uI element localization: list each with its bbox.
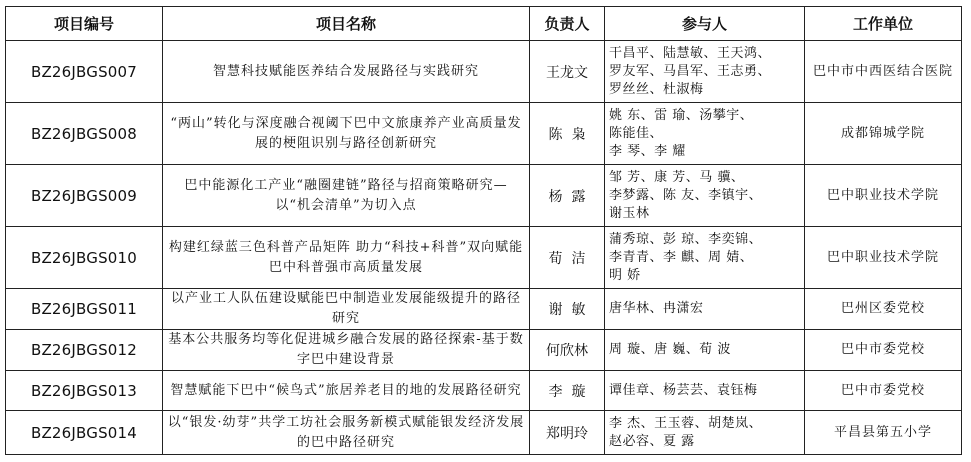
header-unit: 工作单位 — [805, 7, 962, 41]
leader-cell: 何欣林 — [530, 330, 605, 371]
project-name-cell: 基本公共服务均等化促进城乡融合发展的路径探索-基于数字巴中建设背景 — [163, 330, 530, 371]
unit-cell: 巴中市委党校 — [805, 330, 962, 371]
unit-cell: 巴州区委党校 — [805, 289, 962, 330]
table-row — [6, 227, 962, 289]
table-row — [6, 411, 962, 455]
leader-cell: 杨 露 — [530, 165, 605, 227]
unit-cell: 平昌县第五小学 — [805, 411, 962, 455]
project-name-cell: 构建红绿蓝三色科普产品矩阵 助力“科技+科普”双向赋能巴中科普强市高质量发展 — [163, 227, 530, 289]
members-cell: 干昌平、陆慧敏、王天鸿、 罗友军、马昌军、王志勇、 罗丝丝、杜淑梅 — [605, 41, 805, 103]
leader-cell: 郑明玲 — [530, 411, 605, 455]
project-code-cell: BZ26JBGS012 — [6, 330, 163, 371]
table-row — [6, 103, 962, 165]
leader-cell: 李 璇 — [530, 371, 605, 411]
unit-cell: 巴中职业技术学院 — [805, 165, 962, 227]
members-cell: 唐华林、冉潇宏 — [605, 289, 805, 330]
project-table — [5, 6, 962, 455]
table-row — [6, 41, 962, 103]
project-name-cell: 巴中能源化工产业“融圈建链”路径与招商策略研究—以“机会清单”为切入点 — [163, 165, 530, 227]
header-project-name: 项目名称 — [163, 7, 530, 41]
unit-cell: 巴中职业技术学院 — [805, 227, 962, 289]
unit-cell: 巴中市委党校 — [805, 371, 962, 411]
project-code-cell: BZ26JBGS011 — [6, 289, 163, 330]
project-name-cell: 智慧科技赋能医养结合发展路径与实践研究 — [163, 41, 530, 103]
leader-cell: 荀 洁 — [530, 227, 605, 289]
header-leader: 负责人 — [530, 7, 605, 41]
project-code-cell: BZ26JBGS007 — [6, 41, 163, 103]
project-name-cell: 以产业工人队伍建设赋能巴中制造业发展能级提升的路径研究 — [163, 289, 530, 330]
header-members: 参与人 — [605, 7, 805, 41]
members-cell: 蒲秀琼、彭 琼、李奕锦、 李青青、李 麒、周 婧、 明 娇 — [605, 227, 805, 289]
project-code-cell: BZ26JBGS014 — [6, 411, 163, 455]
members-cell: 周 璇、唐 巍、荀 波 — [605, 330, 805, 371]
header-project-code: 项目编号 — [6, 7, 163, 41]
project-code-cell: BZ26JBGS010 — [6, 227, 163, 289]
project-name-cell: 智慧赋能下巴中“候鸟式”旅居养老目的地的发展路径研究 — [163, 371, 530, 411]
leader-cell: 王龙文 — [530, 41, 605, 103]
project-code-cell: BZ26JBGS013 — [6, 371, 163, 411]
table-row — [6, 371, 962, 411]
unit-cell: 巴中市中西医结合医院 — [805, 41, 962, 103]
project-code-cell: BZ26JBGS008 — [6, 103, 163, 165]
project-code-cell: BZ26JBGS009 — [6, 165, 163, 227]
members-cell: 谭佳章、杨芸芸、袁钰梅 — [605, 371, 805, 411]
table-row — [6, 330, 962, 371]
leader-cell: 陈 枭 — [530, 103, 605, 165]
members-cell: 李 杰、王玉蓉、胡楚岚、 赵必容、夏 露 — [605, 411, 805, 455]
project-name-cell: 以“银发·幼芽”共学工坊社会服务新模式赋能银发经济发展的巴中路径研究 — [163, 411, 530, 455]
project-name-cell: “两山”转化与深度融合视阈下巴中文旅康养产业高质量发展的梗阻识别与路径创新研究 — [163, 103, 530, 165]
table-header-row — [6, 7, 962, 41]
members-cell: 邹 芳、康 芳、马 骥、 李梦露、陈 友、李镇宇、 谢玉林 — [605, 165, 805, 227]
unit-cell: 成都锦城学院 — [805, 103, 962, 165]
table-row — [6, 289, 962, 330]
leader-cell: 谢 敏 — [530, 289, 605, 330]
members-cell: 姚 东、雷 瑜、汤攀宇、 陈能佳、 李 琴、李 耀 — [605, 103, 805, 165]
table-row — [6, 165, 962, 227]
